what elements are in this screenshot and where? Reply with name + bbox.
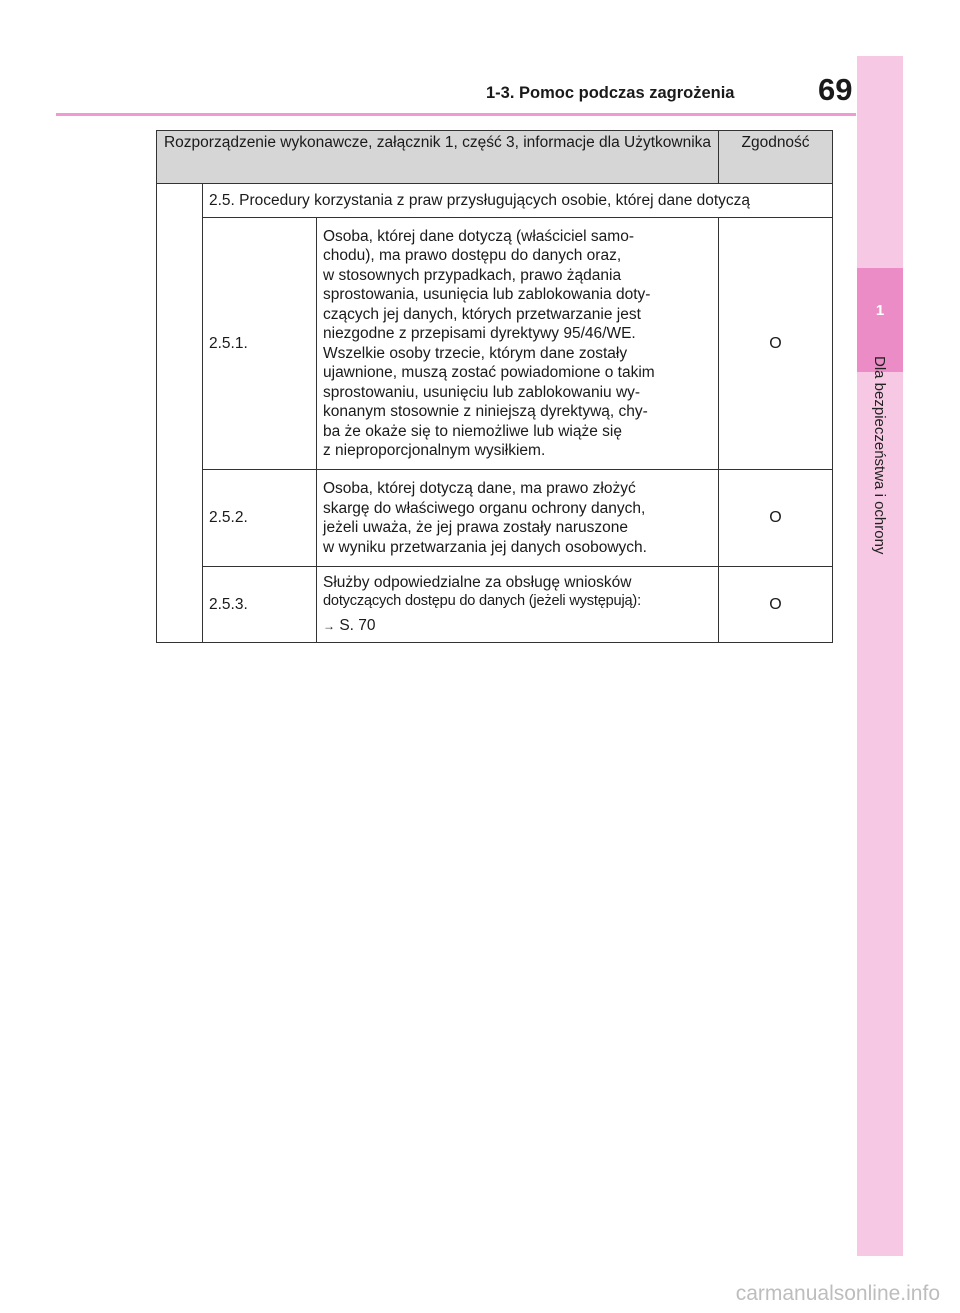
text-line: Osoba, której dane dotyczą (właściciel samo- bbox=[323, 227, 634, 245]
text-line: skargę do właściwego organu ochrony danych, bbox=[323, 499, 646, 517]
page-number: 69 bbox=[818, 72, 853, 107]
arrow-right-icon: → bbox=[323, 618, 335, 633]
text-line: sprostowania, usunięcia lub zablokowania doty- bbox=[323, 286, 651, 303]
compliance-table bbox=[156, 130, 833, 643]
text-line: konanym stosownie z niniejszą dyrektywą, chy- bbox=[323, 403, 648, 420]
compliance-mark: O bbox=[719, 470, 833, 567]
row-number: 2.5.2. bbox=[203, 470, 317, 567]
running-header-title: 1-3. Pomoc podczas zagrożenia bbox=[486, 84, 735, 102]
row-description bbox=[317, 567, 719, 643]
text-line: z nieproporcjonalnym wysiłkiem. bbox=[323, 442, 546, 459]
text-line: Wszelkie osoby trzecie, którym dane zostały bbox=[323, 344, 628, 362]
table-row bbox=[157, 218, 833, 470]
chapter-side-tab bbox=[857, 56, 903, 1256]
text-line: Służby odpowiedzialne za obsługę wniosków bbox=[323, 573, 632, 591]
text-line: czących jej danych, których przetwarzanie jest bbox=[323, 305, 641, 323]
indent-cell bbox=[157, 184, 203, 643]
page-reference-text: S. 70 bbox=[339, 616, 376, 634]
watermark: carmanualsonline.info bbox=[735, 1282, 940, 1305]
compliance-mark: O bbox=[719, 567, 833, 643]
table-row bbox=[157, 567, 833, 643]
text-line: dotyczących dostępu do danych (jeżeli występują): bbox=[323, 593, 641, 610]
text-line: chodu), ma prawo dostępu do danych oraz, bbox=[323, 247, 622, 264]
text-line: w stosownych przypadkach, prawo żądania bbox=[323, 266, 622, 284]
section-title-row bbox=[157, 184, 833, 218]
table-header-row bbox=[157, 131, 833, 184]
row-description bbox=[317, 470, 719, 567]
page-reference[interactable] bbox=[323, 616, 712, 637]
column-header-regulation: Rozporządzenie wykonawcze, załącznik 1, część 3, informacje dla Użytkownika bbox=[157, 131, 719, 184]
text-line: ujawnione, muszą zostać powiadomione o takim bbox=[323, 364, 655, 381]
row-description bbox=[317, 218, 719, 470]
compliance-mark: O bbox=[719, 218, 833, 470]
header-divider bbox=[56, 113, 856, 116]
chapter-number: 1 bbox=[875, 302, 885, 319]
table-row bbox=[157, 470, 833, 567]
text-line: sprostowaniu, usunięciu lub zablokowaniu wy- bbox=[323, 383, 641, 401]
row-number: 2.5.3. bbox=[203, 567, 317, 643]
chapter-title: Dla bezpieczeństwa i ochrony bbox=[871, 356, 888, 555]
text-line: jeżeli uważa, że jej prawa zostały naruszone bbox=[323, 519, 628, 536]
section-title: 2.5. Procedury korzystania z praw przysługujących osobie, której dane dotyczą bbox=[203, 184, 833, 218]
text-line: Osoba, której dotyczą dane, ma prawo złożyć bbox=[323, 480, 636, 497]
row-number: 2.5.1. bbox=[203, 218, 317, 470]
column-header-compliance: Zgodność bbox=[719, 131, 833, 184]
text-line: niezgodne z przepisami dyrektywy 95/46/WE. bbox=[323, 325, 636, 342]
text-line: ba że okaże się to niemożliwe lub wiąże się bbox=[323, 422, 622, 440]
text-line: w wyniku przetwarzania jej danych osobowych. bbox=[323, 538, 647, 556]
